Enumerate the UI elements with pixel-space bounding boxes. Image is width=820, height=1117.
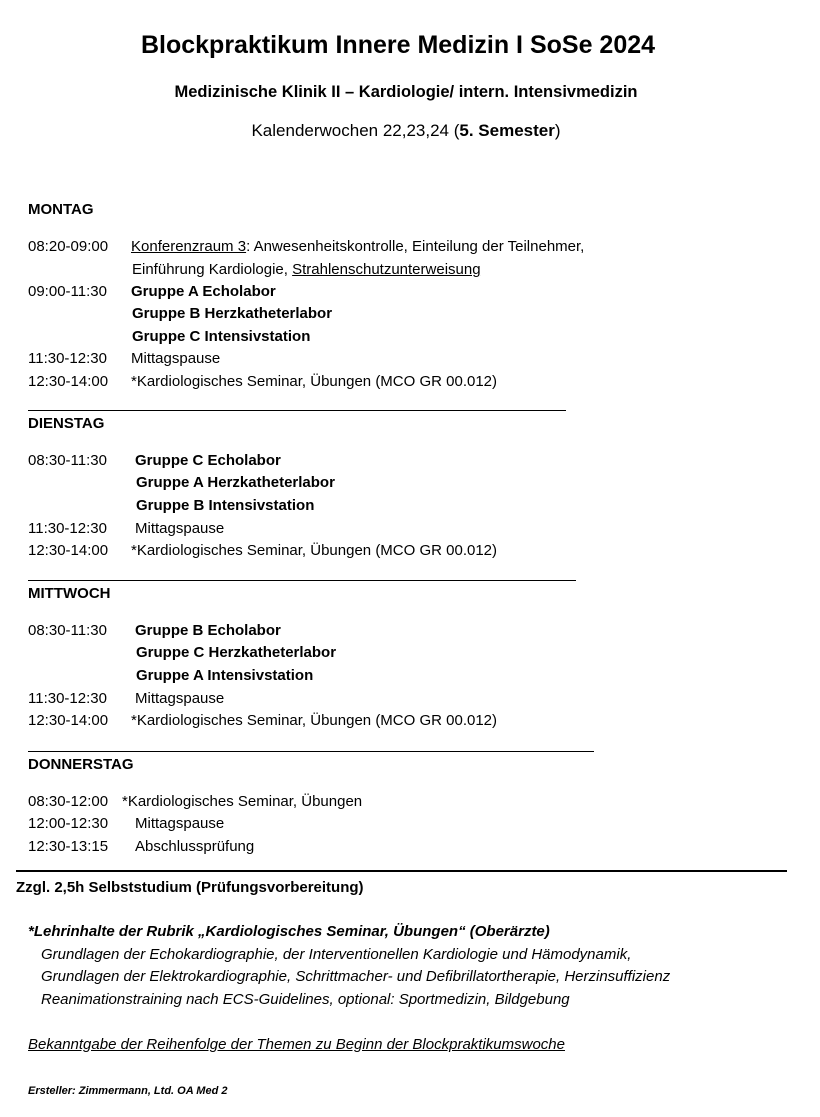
time-slot: 12:00-12:30 <box>28 815 109 832</box>
footer-divider <box>16 870 787 872</box>
schedule-entry: Mittagspause <box>135 520 225 537</box>
schedule-entry: Mittagspause <box>135 815 225 832</box>
radiation-protection-link: Strahlenschutzunterweisung <box>292 261 481 278</box>
schedule-entry: Mittagspause <box>131 350 221 367</box>
section-divider <box>28 580 576 581</box>
time-slot: 12:30-14:00 <box>28 542 109 559</box>
section-divider <box>28 410 566 411</box>
group-assignment: Gruppe A Echolabor <box>131 283 276 300</box>
weeks-suffix: ) <box>554 121 561 140</box>
day-heading-tuesday: DIENSTAG <box>28 415 105 432</box>
content-line: Grundlagen der Elektrokardiographie, Schrittmacher- und Defibrillatortherapie, Herzinsuffizienz <box>41 968 671 985</box>
schedule-entry-continued <box>132 261 481 278</box>
time-slot: 12:30-13:15 <box>28 838 109 855</box>
time-slot: 08:30-11:30 <box>28 622 107 639</box>
group-assignment: Gruppe A Herzkatheterlabor <box>136 474 335 491</box>
author-credit: Ersteller: Zimmermann, Ltd. OA Med 2 <box>28 1085 228 1097</box>
schedule-entry: *Kardiologisches Seminar, Übungen (MCO GR 00.012) <box>131 373 498 390</box>
schedule-entry: Abschlussprüfung <box>135 838 255 855</box>
schedule-entry: *Kardiologisches Seminar, Übungen <box>122 793 363 810</box>
room-link: Konferenzraum 3 <box>131 238 247 255</box>
document-subtitle: Medizinische Klinik II – Kardiologie/ intern. Intensivmedizin <box>174 83 638 101</box>
time-slot: 09:00-11:30 <box>28 283 107 300</box>
schedule-entry: Mittagspause <box>135 690 225 707</box>
group-assignment: Gruppe C Intensivstation <box>132 328 311 345</box>
schedule-entry <box>131 238 584 255</box>
group-assignment: Gruppe C Herzkatheterlabor <box>136 644 337 661</box>
group-assignment: Gruppe B Echolabor <box>135 622 281 639</box>
group-assignment: Gruppe B Herzkatheterlabor <box>132 305 333 322</box>
content-line: Grundlagen der Echokardiographie, der Interventionellen Kardiologie und Hämodynamik, <box>41 946 632 963</box>
semester-label: 5. Semester <box>459 121 555 140</box>
time-slot: 11:30-12:30 <box>28 520 107 537</box>
time-slot: 11:30-12:30 <box>28 350 107 367</box>
self-study-note: Zzgl. 2,5h Selbststudium (Prüfungsvorbereitung) <box>16 879 364 896</box>
content-line: Reanimationstraining nach ECS-Guidelines, optional: Sportmedizin, Bildgebung <box>41 991 570 1008</box>
time-slot: 11:30-12:30 <box>28 690 107 707</box>
time-slot: 08:20-09:00 <box>28 238 109 255</box>
group-assignment: Gruppe C Echolabor <box>135 452 281 469</box>
time-slot: 08:30-11:30 <box>28 452 107 469</box>
schedule-entry: *Kardiologisches Seminar, Übungen (MCO GR 00.012) <box>131 542 498 559</box>
group-assignment: Gruppe B Intensivstation <box>136 497 315 514</box>
day-heading-monday: MONTAG <box>28 201 94 218</box>
calendar-weeks <box>0 121 812 141</box>
time-slot: 12:30-14:00 <box>28 712 109 729</box>
group-assignment: Gruppe A Intensivstation <box>136 667 314 684</box>
entry-text: : Anwesenheitskontrolle, Einteilung der Teilnehmer, <box>246 238 585 255</box>
day-heading-wednesday: MITTWOCH <box>28 585 111 602</box>
document-title: Blockpraktikum Innere Medizin I SoSe 2024 <box>140 31 656 59</box>
day-heading-thursday: DONNERSTAG <box>28 756 134 773</box>
schedule-entry: *Kardiologisches Seminar, Übungen (MCO GR 00.012) <box>131 712 498 729</box>
time-slot: 12:30-14:00 <box>28 373 109 390</box>
time-slot: 08:30-12:00 <box>28 793 109 810</box>
section-divider <box>28 751 594 752</box>
announcement-note: Bekanntgabe der Reihenfolge der Themen zu Beginn der Blockpraktikumswoche <box>28 1036 565 1053</box>
weeks-prefix: Kalenderwochen 22,23,24 ( <box>251 121 460 140</box>
content-heading: *Lehrinhalte der Rubrik „Kardiologisches Seminar, Übungen“ (Oberärzte) <box>28 923 550 940</box>
entry-text: Einführung Kardiologie, <box>132 261 293 278</box>
